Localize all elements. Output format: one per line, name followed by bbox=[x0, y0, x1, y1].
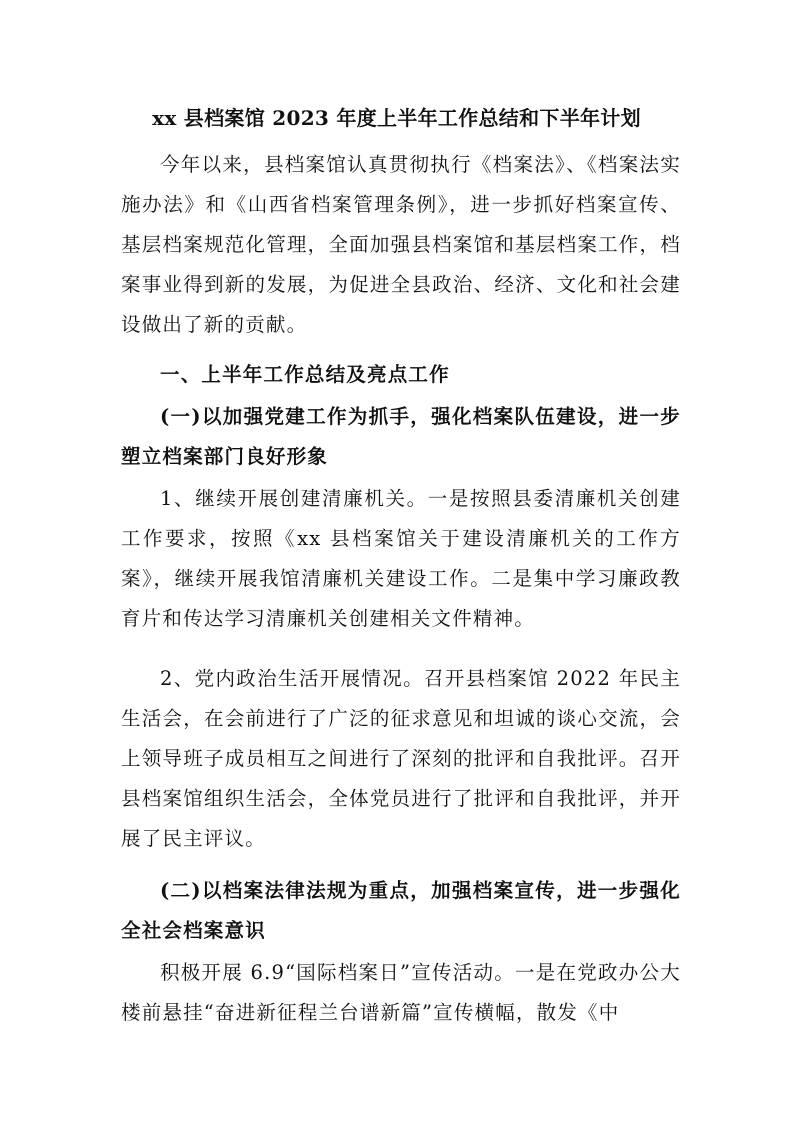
intro-paragraph: 今年以来，县档案馆认真贯彻执行《档案法》、《档案法实施办法》和《山西省档案管理条例》，进一步抓好档案宣传、基层档案规范化管理，全面加强县档案馆和基层档案工作，档案事业得到新的发展，为促进全县政治、经济、文化和社会建设做出了新的贡献。 bbox=[121, 153, 681, 336]
section-heading-1: 一、上半年工作总结及亮点工作 bbox=[160, 363, 450, 386]
subsection-heading-1: (一)以加强党建工作为抓手，强化档案队伍建设，进一步塑立档案部门良好形象 bbox=[121, 405, 681, 468]
document-title: xx 县档案馆 2023 年度上半年工作总结和下半年计划 bbox=[152, 106, 641, 130]
subsection-heading-2: (二)以档案法律法规为重点，加强档案宣传，进一步强化全社会档案意识 bbox=[121, 879, 681, 942]
paragraph-item-2: 2、党内政治生活开展情况。召开县档案馆 2022 年民主生活会，在会前进行了广泛的征求意见和坦诚的谈心交流，会上领导班子成员相互之间进行了深刻的批评和自我批评。召开县档案馆组织生活会，全体党员进行了批评和自我批评，并开展了民主评议。 bbox=[121, 667, 681, 850]
paragraph-item-3: 积极开展 6.9“国际档案日”宣传活动。一是在党政办公大楼前悬挂“奋进新征程兰台谱新篇”宣传横幅，散发《中 bbox=[121, 961, 681, 1024]
paragraph-item-1: 1、继续开展创建清廉机关。一是按照县委清廉机关创建工作要求，按照《xx 县档案馆关于建设清廉机关的工作方案》，继续开展我馆清廉机关建设工作。二是集中学习廉政教育片和传达学习清廉机关创建相关文件精神。 bbox=[121, 487, 681, 630]
